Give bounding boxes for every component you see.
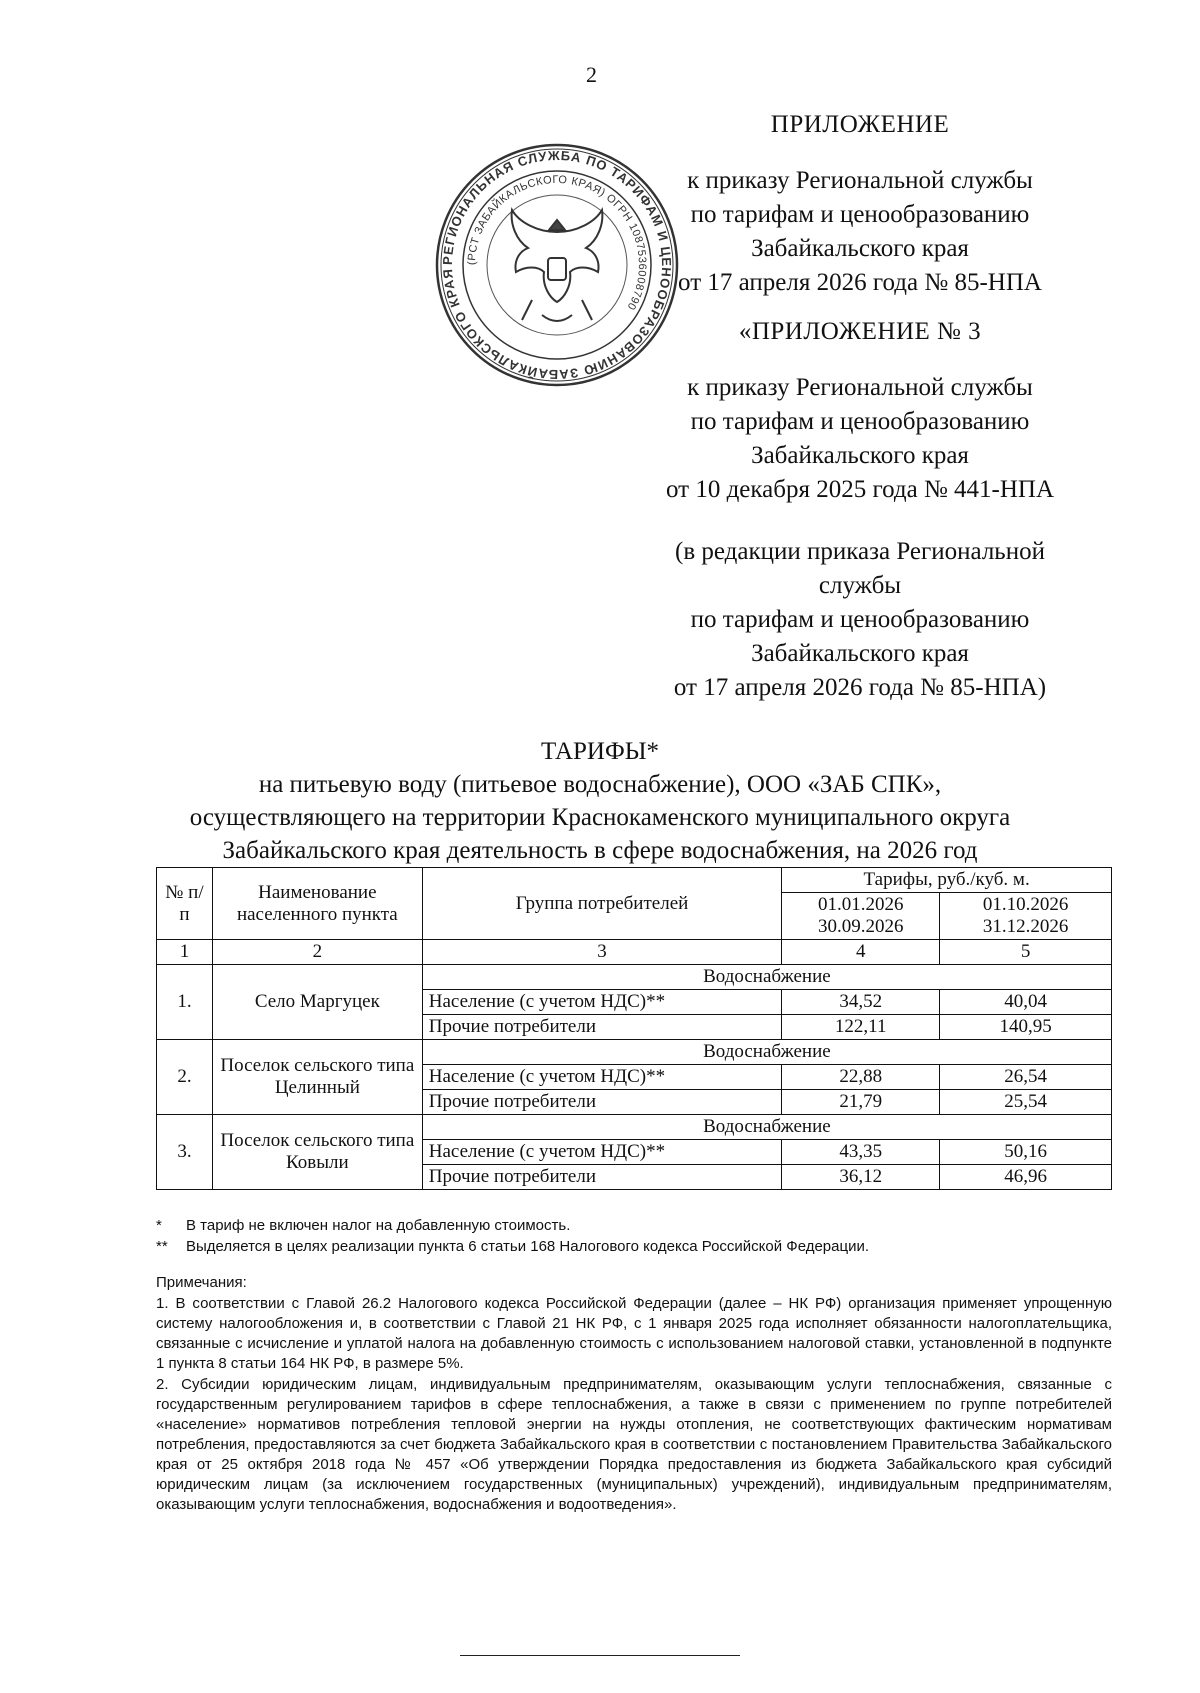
notes-title: Примечания: [156, 1274, 247, 1291]
footnote [156, 1215, 1112, 1236]
tariff-value-1: 43,35 [782, 1140, 940, 1165]
title-line: осуществляющего на территории Краснокаменского муниципального округа [189, 804, 1011, 831]
tariff-value-1: 122,11 [782, 1015, 940, 1040]
tariff-value-2: 26,54 [940, 1065, 1112, 1090]
tariff-value-1: 22,88 [782, 1065, 940, 1090]
header-period-1: 01.01.2026 30.09.2026 [782, 893, 940, 940]
consumer-group: Прочие потребители [422, 1090, 782, 1115]
header-group: Группа потребителей [422, 868, 782, 940]
seal-inner-text: (РСТ ЗАБАЙКАЛЬСКОГО КРАЯ) ОГРН 1087536008790 [465, 173, 649, 313]
footnote-text: В тариф не включен налог на добавленную стоимость. [186, 1217, 571, 1234]
settlement-name: Поселок сельского типа Целинный [212, 1040, 422, 1115]
notes-section [156, 1273, 1112, 1516]
footnote-mark: ** [156, 1238, 168, 1255]
column-number: 2 [212, 940, 422, 965]
appendix-line: к приказу Региональной службы [687, 167, 1033, 194]
appendix3-line: от 10 декабря 2025 года № 441-НПА [665, 476, 1055, 503]
page-number: 2 [586, 62, 597, 87]
appendix-title: ПРИЛОЖЕНИЕ [770, 111, 950, 138]
settlement-name: Село Маргуцек [212, 965, 422, 1040]
appendix-header [600, 108, 1120, 300]
column-number: 1 [157, 940, 213, 965]
note-item: 1. В соответствии с Главой 26.2 Налогового кодекса Российской Федерации (далее – НК РФ) организация применяет упрощенную систему налогообложения и, в соответствии с Главой 21 НК РФ, с 1 января 2025 года исполняет обязанности налогоплательщика, связанные с исчисление и уплатой налога на добавленную стоимость с использованием налоговой ставки, установленной в подпункте 1 пункта 8 статьи 164 НК РФ, в размере 5%. [156, 1295, 1112, 1372]
footnotes [156, 1215, 1112, 1257]
consumer-group: Население (с учетом НДС)** [422, 1065, 782, 1090]
consumer-group: Население (с учетом НДС)** [422, 990, 782, 1015]
tariffs-table [156, 867, 1112, 1190]
consumer-group: Прочие потребители [422, 1165, 782, 1190]
footnote [156, 1236, 1112, 1257]
settlement-name: Поселок сельского типа Ковыли [212, 1115, 422, 1190]
column-number: 3 [422, 940, 782, 965]
revision-line: службы [818, 572, 902, 599]
appendix3-line: Забайкальского края [751, 442, 969, 469]
tariff-value-1: 34,52 [782, 990, 940, 1015]
revision-line: по тарифам и ценообразованию [690, 606, 1030, 633]
consumer-group: Прочие потребители [422, 1015, 782, 1040]
row-num: 2. [157, 1040, 213, 1115]
table-row [157, 965, 1112, 990]
row-num: 1. [157, 965, 213, 1040]
revision-line: (в редакции приказа Региональной [675, 538, 1045, 565]
tariff-value-1: 36,12 [782, 1165, 940, 1190]
note-item: 2. Субсидии юридическим лицам, индивидуальным предпринимателям, оказывающим услуги теплоснабжения, связанные с государственным регулированием тарифов в сфере теплоснабжения, а также в связи с применением по группе потребителей «население» нормативов потребления тепловой энергии на нужды отопления, не соответствующих фактическим нормативам потребления, предоставляются за счет бюджета Забайкальского края в соответствии с постановлением Правительства Забайкальского края от 25 октября 2018 года № 457 «Об утверждении Порядка предоставления из бюджета Забайкальского края субсидий юридическим лицам (за исключением государственных (муниципальных) учреждений), индивидуальным предпринимателям, оказывающим услуги теплоснабжения, водоснабжения и водоотведения». [156, 1376, 1112, 1513]
tariff-value-2: 46,96 [940, 1165, 1112, 1190]
appendix3-title: «ПРИЛОЖЕНИЕ № 3 [738, 318, 982, 345]
bottom-divider [460, 1655, 740, 1656]
service-type: Водоснабжение [422, 1115, 1111, 1140]
footnote-mark: * [156, 1217, 162, 1234]
table-row [157, 1115, 1112, 1140]
table-row [157, 1040, 1112, 1065]
revision-note [600, 535, 1120, 705]
footnote-text: Выделяется в целях реализации пункта 6 статьи 168 Налогового кодекса Российской Федерации. [186, 1238, 870, 1255]
appendix3-header [600, 315, 1120, 507]
title-line: на питьевую воду (питьевое водоснабжение), ООО «ЗАБ СПК», [258, 771, 942, 798]
tariff-value-2: 50,16 [940, 1140, 1112, 1165]
consumer-group: Население (с учетом НДС)** [422, 1140, 782, 1165]
revision-line: от 17 апреля 2026 года № 85-НПА) [673, 674, 1047, 701]
title-line: Забайкальского края деятельность в сфере водоснабжения, на 2026 год [222, 837, 978, 864]
column-numbers-row [157, 940, 1112, 965]
appendix-line: от 17 апреля 2026 года № 85-НПА [678, 269, 1042, 296]
tariff-value-2: 25,54 [940, 1090, 1112, 1115]
column-number: 4 [782, 940, 940, 965]
appendix3-line: к приказу Региональной службы [687, 374, 1033, 401]
tariff-value-2: 40,04 [940, 990, 1112, 1015]
service-type: Водоснабжение [422, 965, 1111, 990]
header-period-2: 01.10.2026 31.12.2026 [940, 893, 1112, 940]
tariff-value-1: 21,79 [782, 1090, 940, 1115]
row-num: 3. [157, 1115, 213, 1190]
appendix-line: Забайкальского края [751, 235, 969, 262]
coat-of-arms-icon [512, 210, 603, 321]
title-heading: ТАРИФЫ* [540, 738, 660, 765]
column-number: 5 [940, 940, 1112, 965]
document-title [100, 735, 1100, 867]
header-tariffs: Тарифы, руб./куб. м. [782, 868, 1112, 893]
appendix-line: по тарифам и ценообразованию [690, 201, 1030, 228]
revision-line: Забайкальского края [751, 640, 969, 667]
header-name: Наименование населенного пункта [212, 868, 422, 940]
tariff-value-2: 140,95 [940, 1015, 1112, 1040]
table-header-row [157, 868, 1112, 893]
seal-outer-text: РЕГИОНАЛЬНАЯ СЛУЖБА ПО ТАРИФАМ И ЦЕНООБРАЗОВАНИЮ ЗАБАЙКАЛЬСКОГО КРАЯ [439, 147, 675, 383]
service-type: Водоснабжение [422, 1040, 1111, 1065]
header-num: № п/п [157, 868, 213, 940]
appendix3-line: по тарифам и ценообразованию [690, 408, 1030, 435]
